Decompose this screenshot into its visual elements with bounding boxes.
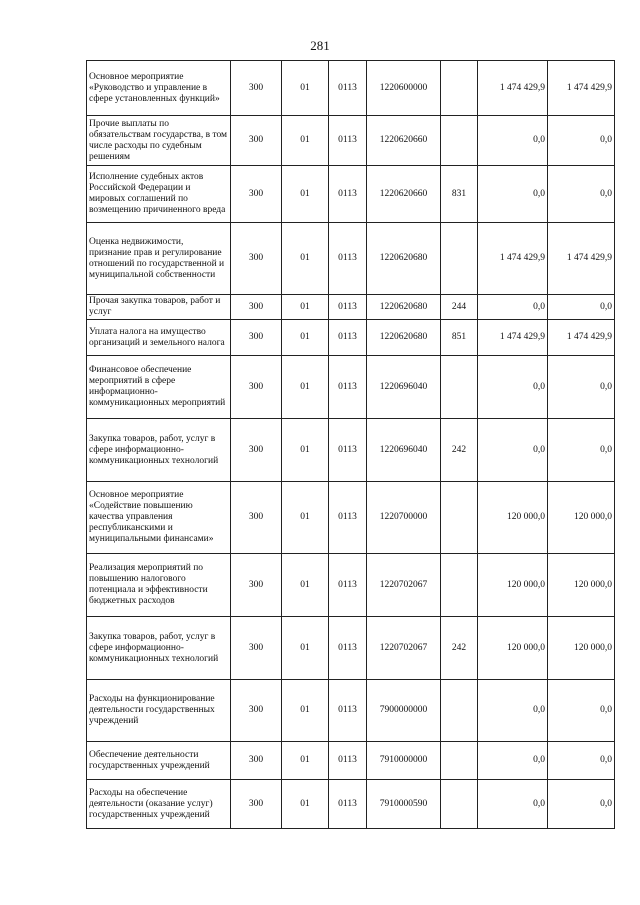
section-code-cell: 01	[282, 780, 329, 829]
table-row	[87, 419, 615, 482]
budget-table-body	[87, 61, 615, 829]
expense-name-cell: Расходы на обеспечение деятельности (оказание услуг) государственных учреждений	[87, 780, 231, 829]
ministry-code-cell: 300	[231, 742, 282, 780]
table-row	[87, 223, 615, 295]
section-code-cell: 01	[282, 61, 329, 116]
expense-name-cell: Расходы на функционирование деятельности государственных учреждений	[87, 680, 231, 742]
table-row	[87, 780, 615, 829]
amount-year2-cell: 120 000,0	[548, 554, 615, 617]
target-article-cell: 7910000000	[367, 742, 441, 780]
section-code-cell: 01	[282, 680, 329, 742]
ministry-code-cell: 300	[231, 482, 282, 554]
table-row	[87, 295, 615, 320]
target-article-cell: 7900000000	[367, 680, 441, 742]
expense-type-cell	[441, 61, 478, 116]
subsection-code-cell: 0113	[329, 116, 367, 166]
ministry-code-cell: 300	[231, 356, 282, 419]
section-code-cell: 01	[282, 482, 329, 554]
expense-type-cell	[441, 742, 478, 780]
table-row	[87, 554, 615, 617]
target-article-cell: 1220700000	[367, 482, 441, 554]
subsection-code-cell: 0113	[329, 482, 367, 554]
amount-year1-cell: 0,0	[478, 166, 548, 223]
expense-type-cell	[441, 223, 478, 295]
ministry-code-cell: 300	[231, 617, 282, 680]
amount-year1-cell: 1 474 429,9	[478, 320, 548, 356]
table-row	[87, 320, 615, 356]
expense-name-cell: Прочие выплаты по обязательствам государства, в том числе расходы по судебным решениям	[87, 116, 231, 166]
expense-name-cell: Основное мероприятие «Руководство и управление в сфере установленных функций»	[87, 61, 231, 116]
ministry-code-cell: 300	[231, 116, 282, 166]
amount-year2-cell: 0,0	[548, 680, 615, 742]
expense-type-cell: 831	[441, 166, 478, 223]
section-code-cell: 01	[282, 166, 329, 223]
ministry-code-cell: 300	[231, 295, 282, 320]
amount-year1-cell: 0,0	[478, 116, 548, 166]
amount-year1-cell: 120 000,0	[478, 617, 548, 680]
section-code-cell: 01	[282, 617, 329, 680]
expense-name-cell: Обеспечение деятельности государственных учреждений	[87, 742, 231, 780]
expense-name-cell: Прочая закупка товаров, работ и услуг	[87, 295, 231, 320]
subsection-code-cell: 0113	[329, 61, 367, 116]
amount-year2-cell: 1 474 429,9	[548, 223, 615, 295]
subsection-code-cell: 0113	[329, 742, 367, 780]
amount-year2-cell: 1 474 429,9	[548, 320, 615, 356]
expense-name-cell: Уплата налога на имущество организаций и земельного налога	[87, 320, 231, 356]
amount-year2-cell: 0,0	[548, 166, 615, 223]
target-article-cell: 1220702067	[367, 617, 441, 680]
section-code-cell: 01	[282, 295, 329, 320]
table-row	[87, 356, 615, 419]
subsection-code-cell: 0113	[329, 166, 367, 223]
target-article-cell: 7910000590	[367, 780, 441, 829]
target-article-cell: 1220696040	[367, 356, 441, 419]
section-code-cell: 01	[282, 356, 329, 419]
amount-year1-cell: 0,0	[478, 419, 548, 482]
table-row	[87, 61, 615, 116]
expense-name-cell: Оценка недвижимости, признание прав и регулирование отношений по государственной и муниципальной собственности	[87, 223, 231, 295]
subsection-code-cell: 0113	[329, 419, 367, 482]
ministry-code-cell: 300	[231, 61, 282, 116]
subsection-code-cell: 0113	[329, 617, 367, 680]
expense-type-cell	[441, 680, 478, 742]
expense-type-cell: 242	[441, 419, 478, 482]
amount-year2-cell: 0,0	[548, 742, 615, 780]
amount-year2-cell: 0,0	[548, 780, 615, 829]
subsection-code-cell: 0113	[329, 320, 367, 356]
amount-year1-cell: 120 000,0	[478, 554, 548, 617]
ministry-code-cell: 300	[231, 554, 282, 617]
ministry-code-cell: 300	[231, 419, 282, 482]
table-row	[87, 482, 615, 554]
subsection-code-cell: 0113	[329, 295, 367, 320]
expense-name-cell: Закупка товаров, работ, услуг в сфере информационно-коммуникационных технологий	[87, 617, 231, 680]
amount-year1-cell: 0,0	[478, 742, 548, 780]
ministry-code-cell: 300	[231, 780, 282, 829]
expense-type-cell	[441, 356, 478, 419]
table-row	[87, 742, 615, 780]
section-code-cell: 01	[282, 419, 329, 482]
section-code-cell: 01	[282, 742, 329, 780]
section-code-cell: 01	[282, 554, 329, 617]
amount-year2-cell: 0,0	[548, 419, 615, 482]
section-code-cell: 01	[282, 116, 329, 166]
ministry-code-cell: 300	[231, 223, 282, 295]
amount-year2-cell: 0,0	[548, 356, 615, 419]
amount-year2-cell: 120 000,0	[548, 482, 615, 554]
amount-year1-cell: 0,0	[478, 680, 548, 742]
expense-name-cell: Закупка товаров, работ, услуг в сфере информационно-коммуникационных технологий	[87, 419, 231, 482]
expense-type-cell	[441, 482, 478, 554]
amount-year1-cell: 0,0	[478, 780, 548, 829]
target-article-cell: 1220620680	[367, 223, 441, 295]
target-article-cell: 1220696040	[367, 419, 441, 482]
expense-type-cell	[441, 780, 478, 829]
target-article-cell: 1220620680	[367, 295, 441, 320]
table-row	[87, 617, 615, 680]
ministry-code-cell: 300	[231, 166, 282, 223]
expense-type-cell: 242	[441, 617, 478, 680]
amount-year2-cell: 0,0	[548, 116, 615, 166]
table-row	[87, 166, 615, 223]
amount-year1-cell: 1 474 429,9	[478, 223, 548, 295]
expense-name-cell: Реализация мероприятий по повышению налогового потенциала и эффективности бюджетных расходов	[87, 554, 231, 617]
target-article-cell: 1220620660	[367, 166, 441, 223]
table-row	[87, 116, 615, 166]
subsection-code-cell: 0113	[329, 680, 367, 742]
target-article-cell: 1220702067	[367, 554, 441, 617]
budget-table	[86, 60, 615, 829]
amount-year2-cell: 1 474 429,9	[548, 61, 615, 116]
ministry-code-cell: 300	[231, 680, 282, 742]
amount-year1-cell: 0,0	[478, 295, 548, 320]
expense-type-cell: 851	[441, 320, 478, 356]
expense-type-cell	[441, 116, 478, 166]
amount-year2-cell: 120 000,0	[548, 617, 615, 680]
expense-type-cell	[441, 554, 478, 617]
amount-year1-cell: 1 474 429,9	[478, 61, 548, 116]
section-code-cell: 01	[282, 320, 329, 356]
subsection-code-cell: 0113	[329, 780, 367, 829]
target-article-cell: 1220600000	[367, 61, 441, 116]
subsection-code-cell: 0113	[329, 356, 367, 419]
expense-type-cell: 244	[441, 295, 478, 320]
page-number: 281	[310, 38, 330, 53]
target-article-cell: 1220620680	[367, 320, 441, 356]
subsection-code-cell: 0113	[329, 554, 367, 617]
expense-name-cell: Финансовое обеспечение мероприятий в сфере информационно-коммуникационных мероприятий	[87, 356, 231, 419]
section-code-cell: 01	[282, 223, 329, 295]
ministry-code-cell: 300	[231, 320, 282, 356]
amount-year1-cell: 120 000,0	[478, 482, 548, 554]
amount-year1-cell: 0,0	[478, 356, 548, 419]
expense-name-cell: Основное мероприятие «Содействие повышению качества управления республиканскими и муниципальными финансами»	[87, 482, 231, 554]
table-row	[87, 680, 615, 742]
target-article-cell: 1220620660	[367, 116, 441, 166]
subsection-code-cell: 0113	[329, 223, 367, 295]
amount-year2-cell: 0,0	[548, 295, 615, 320]
expense-name-cell: Исполнение судебных актов Российской Федерации и мировых соглашений по возмещению причиненного вреда	[87, 166, 231, 223]
